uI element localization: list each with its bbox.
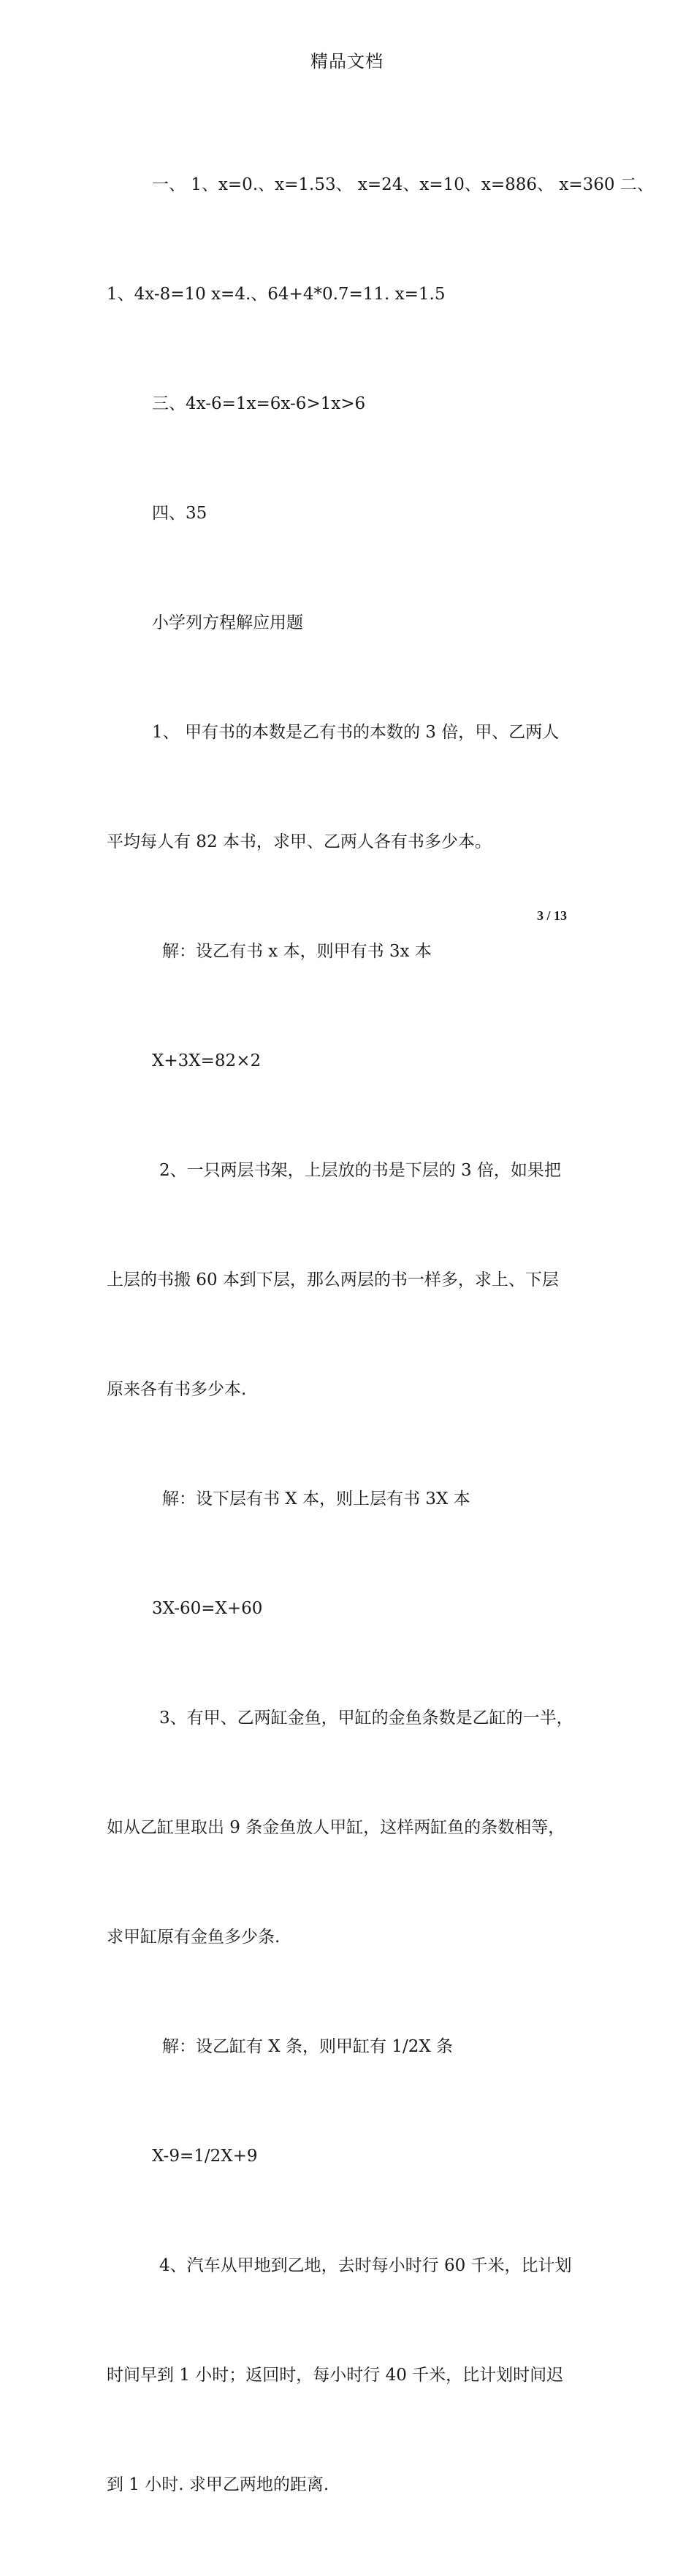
problem-3-line-3: 求甲缸原有金鱼多少条. [107,1928,281,1947]
problem-2-solution: 解：设下层有书 X 本，则上层有书 3X 本 [162,1490,470,1509]
problem-1-line-2: 平均每人有 82 本书，求甲、乙两人各有书多少本。 [107,832,492,851]
answer-line-1: 一、 1、x=0.、x=1.53、 x=24、x=10、x=886、 x=360 二、 [152,175,654,194]
answer-line-4: 四、35 [152,504,207,523]
problem-4-line-3: 到 1 小时. 求甲乙两地的距离. [107,2475,329,2494]
problem-4-line-1: 4、汽车从甲地到乙地，去时每小时行 60 千米，比计划 [159,2256,572,2275]
page-header-title: 精品文档 [310,51,384,72]
answer-line-2: 1、4x-8=10 x=4.、64+4*0.7=11. x=1.5 [107,285,446,304]
problem-1-solution: 解：设乙有书 x 本，则甲有书 3x 本 [162,942,432,961]
problem-2-line-3: 原来各有书多少本. [107,1380,247,1399]
problem-3-equation: X-9=1/2X+9 [152,2147,258,2166]
problem-1-equation: X+3X=82×2 [152,1051,262,1070]
document-body [107,93,654,2576]
problem-3-line-2: 如从乙缸里取出 9 条金鱼放人甲缸，这样两缸鱼的条数相等， [107,1818,565,1837]
problem-2-equation: 3X-60=X+60 [152,1599,263,1618]
problem-3-solution: 解：设乙缸有 X 条，则甲缸有 1/2X 条 [162,2037,454,2056]
page-number: 3 / 13 [537,908,568,923]
problem-2-line-1: 2、一只两层书架，上层放的书是下层的 3 倍，如果把 [159,1161,561,1180]
problem-2-line-2: 上层的书搬 60 本到下层，那么两层的书一样多，求上、下层 [107,1270,559,1289]
problem-4-line-2: 时间早到 1 小时；返回时，每小时行 40 千米，比计划时间迟 [107,2366,564,2385]
problem-1-line-1: 1、 甲有书的本数是乙有书的本数的 3 倍，甲、乙两人 [152,723,560,742]
problem-3-line-1: 3、有甲、乙两缸金鱼，甲缸的金鱼条数是乙缸的一半， [159,1709,573,1728]
section-heading: 小学列方程解应用题 [152,613,303,632]
answer-line-3: 三、4x-6=1x=6x-6>1x>6 [152,394,366,413]
